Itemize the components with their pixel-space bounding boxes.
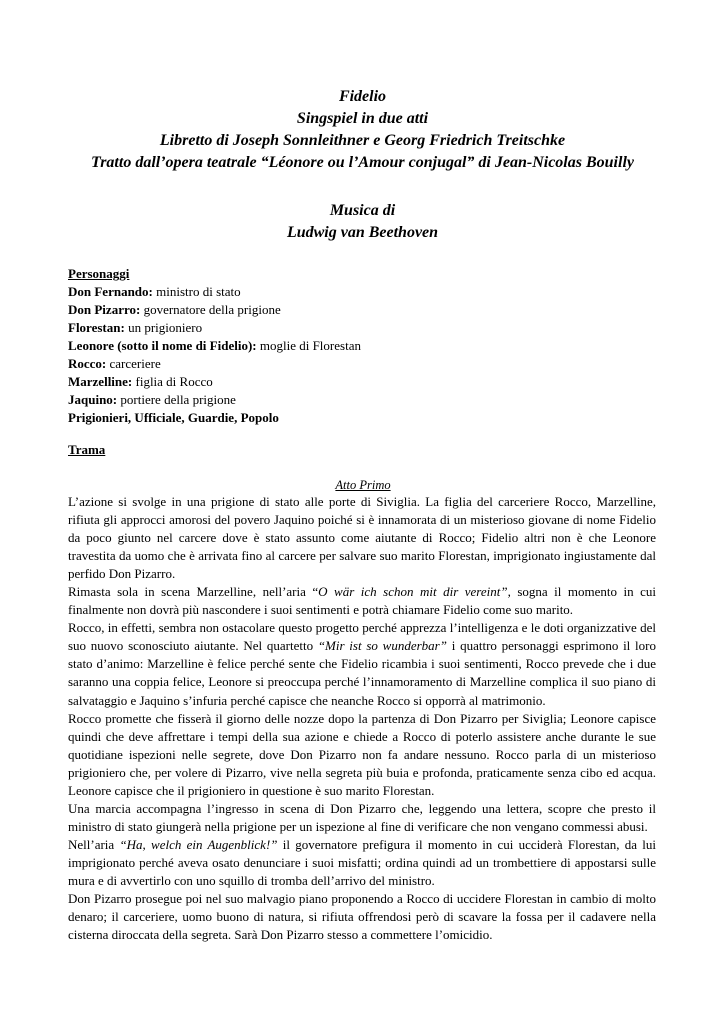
character-name: Prigionieri, Ufficiale, Guardie, Popolo (68, 410, 279, 425)
text-run: sogna il momento in cui finalmente non dovrà più nascondere i suoi sentimenti e potrà chiamare Fidelio come suo marito. (68, 584, 657, 618)
plot-paragraph: Una marcia accompagna l’ingresso in scena di Don Pizarro che, leggendo una lettera, scopre che presto il ministro di stato giungerà nella prigione per un ispezione al fine di verificare che non vengano commessi abusi. (68, 800, 656, 834)
quartet-title: “Mir ist so wunderbar” (317, 638, 447, 654)
plot-heading: Trama (68, 442, 106, 457)
character-item (68, 319, 658, 337)
text-run: i quattro personaggi esprimono il loro stato d’animo: Marzelline è felice perché sente che Fidelio ricambia i suoi sentimenti, Rocco prevede che i due saranno una coppia felice, Leonore si preoccupa perché l’innamoramento di Marzelline complica il suo piano di salvataggio e Jaquino s’infuria perché capisce che neanche Rocco si opporrà al matrimonio. (68, 638, 656, 708)
act-title-section (68, 476, 658, 494)
character-item (68, 409, 658, 427)
source-credit: Tratto dall’opera teatrale “Léonore ou l’Amour conjugal” di Jean-Nicolas Bouilly (91, 154, 634, 171)
character-role: un prigioniero (124, 320, 203, 335)
character-name: Rocco: (68, 356, 107, 371)
composer-name: Ludwig van Beethoven (286, 224, 439, 241)
title-block (0, 86, 725, 174)
music-credit-block (0, 200, 725, 244)
act-title: Atto Primo (335, 478, 391, 492)
character-name: Jaquino: (68, 392, 118, 407)
plot-paragraph (68, 583, 656, 619)
aria-title: O wär ich schon mit dir vereint”, (318, 584, 511, 600)
characters-section (68, 265, 658, 427)
character-name: Don Pizarro: (68, 302, 141, 317)
character-role: portiere della prigione (117, 392, 236, 407)
libretto-credit: Libretto di Joseph Sonnleithner e Georg Friedrich Treitschke (159, 132, 566, 149)
character-item (68, 391, 658, 409)
plot-paragraph: Rocco promette che fisserà il giorno delle nozze dopo la partenza di Don Pizarro per Siviglia; Leonore capisce quindi che deve affrettare i tempi della sua azione e chiede a Rocco di poterlo assistere anche durante le sue quotidiane ispezioni nelle segrete, dove Don Pizarro non fa andare nessuno. Rocco parla di un misterioso prigioniero che, per volere di Pizarro, vive nella segreta più buia e profonda, praticamente senza cibo ed acqua. Leonore capisce che il prigioniero in questione è suo marito Florestan. (68, 710, 656, 798)
character-item (68, 373, 658, 391)
text-run: il governatore prefigura il momento in cui ucciderà Florestan, da lui imprigionato perché aveva osato denunciare i suoi misfatti; ordina quindi ad un trombettiere di appostarsi sulle mura e di avvertirlo con uno squillo di tromba dell’arrivo del ministro. (68, 836, 656, 888)
plot-paragraph: Don Pizarro prosegue poi nel suo malvagio piano proponendo a Rocco di uccidere Florestan in cambio di molto denaro; il carceriere, uomo buono di natura, si rifiuta offrendosi però di scavare la fossa per il cadavere nella cisterna diroccata della segreta. Sarà Don Pizarro stesso a commettere l’omicidio. (68, 891, 656, 943)
character-role: ministro di stato (152, 284, 241, 299)
opera-subtitle: Singspiel in due atti (296, 110, 429, 127)
plot-paragraph: L’azione si svolge in una prigione di stato alle porte di Siviglia. La figlia del carceriere Rocco, Marzelline, rifiuta gli approcci amorosi del povero Jaquino poiché si è innamorata di un misterioso giovane di nome Fidelio da poco giunto nel carcere dove è stato assunto come aiutante di Rocco; Fidelio altri non è che Leonore travestita da uomo che è arrivata fino al carcere per salvare suo marito Florestan, imprigionato ingiustamente dal perfido Don Pizarro. (68, 494, 656, 582)
plot-body (68, 493, 656, 944)
plot-paragraph (68, 619, 656, 709)
character-item (68, 283, 658, 301)
character-item (68, 337, 658, 355)
character-name: Leonore (sotto il nome di Fidelio): (68, 338, 257, 353)
text-run: Nell’aria (68, 836, 120, 852)
character-item (68, 355, 658, 373)
character-role: governatore della prigione (140, 302, 281, 317)
character-name: Don Fernando: (68, 284, 153, 299)
character-item (68, 301, 658, 319)
character-name: Marzelline: (68, 374, 133, 389)
plot-heading-section (68, 441, 658, 459)
opera-title: Fidelio (338, 88, 387, 105)
character-name: Florestan: (68, 320, 125, 335)
character-role: carceriere (106, 356, 161, 371)
music-label: Musica di (329, 202, 396, 219)
text-run: Rimasta sola in scena Marzelline, nell’aria “ (68, 584, 319, 600)
aria-title: “Ha, welch ein Augenblick!” (119, 836, 278, 852)
plot-paragraph (68, 836, 656, 890)
characters-heading: Personaggi (68, 266, 130, 281)
text-run: Rocco, in effetti, sembra non ostacolare questo progetto perché apprezza l’intelligenza e le doti organizzative del suo nuovo sconosciuto aiutante. Nel quartetto (68, 620, 656, 654)
character-role: moglie di Florestan (256, 338, 361, 353)
character-role: figlia di Rocco (132, 374, 213, 389)
